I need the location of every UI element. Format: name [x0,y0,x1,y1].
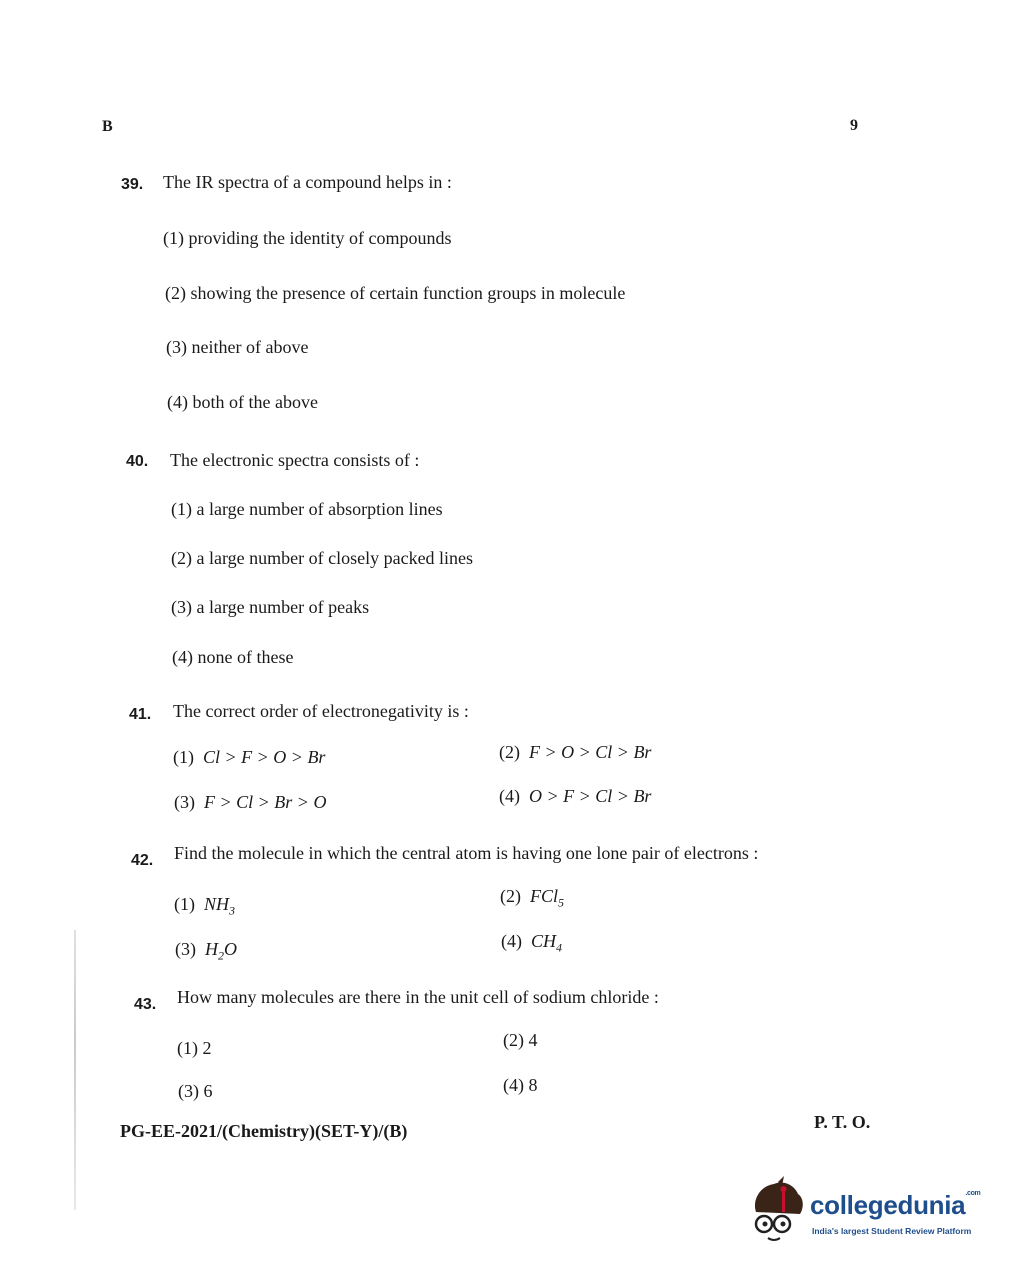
option: (1) providing the identity of compounds [163,228,452,248]
question-number: 42. [131,852,154,869]
option: (2) 4 [503,1030,538,1050]
collegedunia-logo [748,1176,988,1248]
option: (4) O > F > Cl > Br [499,786,652,806]
option: (3) F > Cl > Br > O [174,792,327,812]
question-number: 43. [134,996,157,1013]
option: (1) 2 [177,1038,212,1058]
logo-wordmark: collegedunia$^{.com}$ [810,1190,981,1220]
option: (1) a large number of absorption lines [171,499,443,519]
option: (3) $H_2O$ [175,939,237,963]
option: (4) $CH_4$ [501,931,563,955]
formula: Cl > F > O > Br [203,747,326,767]
question-number: 39. [121,176,144,193]
please-turn-over: P. T. O. [814,1112,871,1132]
option: (3) 6 [178,1081,213,1101]
option: (3) neither of above [166,337,309,357]
paper-code: PG-EE-2021/(Chemistry)(SET-Y)/(B) [120,1121,408,1141]
question-text: The correct order of electronegativity is : [173,701,469,721]
question-text: How many molecules are there in the unit cell of sodium chloride : [177,987,659,1007]
option: (2) FCl$_5$ [500,886,565,910]
mascot-icon [748,1176,810,1248]
scan-edge-artifact [74,930,76,1210]
option: (4) both of the above [167,392,318,412]
option: (4) 8 [503,1075,538,1095]
formula: F > Cl > Br > O [204,792,327,812]
set-letter: B [102,118,113,135]
option: (1) $NH_3$ [174,894,236,918]
formula: O > F > Cl > Br [529,786,652,806]
option: (2) F > O > Cl > Br [499,742,652,762]
option: (2) a large number of closely packed lines [171,548,474,568]
question-text: The IR spectra of a compound helps in : [163,172,452,192]
question-number: 41. [129,706,152,723]
option: (1) Cl > F > O > Br [173,747,326,767]
question-number: 40. [126,453,149,470]
page-number: 9 [850,117,858,134]
question-text: The electronic spectra consists of : [170,450,420,470]
question-text: Find the molecule in which the central atom is having one lone pair of electrons : [174,843,759,863]
option: (4) none of these [172,647,294,667]
formula: F > O > Cl > Br [529,742,652,762]
option: (3) a large number of peaks [171,597,370,617]
option: (2) showing the presence of certain function groups in molecule [165,283,626,303]
logo-tagline: India's largest Student Review Platform [812,1226,972,1236]
